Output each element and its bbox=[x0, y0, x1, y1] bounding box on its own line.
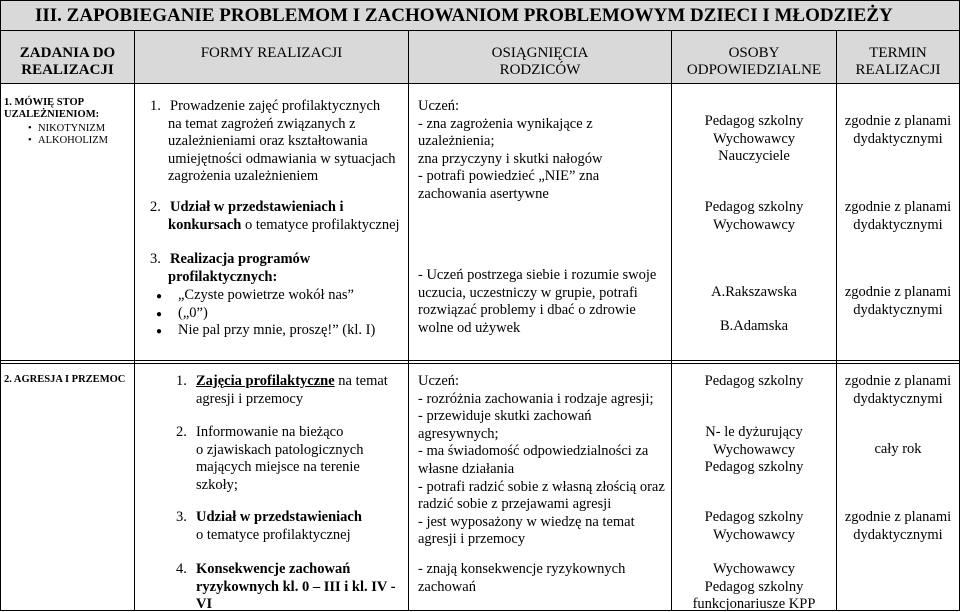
header-achievements: OSIĄGNIĘCIA RODZICÓW bbox=[491, 45, 589, 78]
row-divider-sections bbox=[0, 360, 960, 361]
table-border-left bbox=[0, 31, 1, 611]
section2-responsible-4: Wychowawcy Pedagog szkolny funkcjonariusze KPP bbox=[692, 561, 816, 612]
section1-responsible-2: Pedagog szkolny Wychowawcy bbox=[704, 199, 804, 233]
program-item-1: ● „Czyste powietrze wokół nas” bbox=[150, 287, 408, 305]
section1-achievements-1: Uczeń: - zna zagrożenia wynikające z uzależnienia; zna przyczyny i skutki nałogów - potrafi powiedzieć „NIE” zna zachowania asertywne bbox=[418, 98, 603, 202]
section2-form1: 1. Zajęcia profilaktyczne na temat agresji i przemocy bbox=[176, 373, 388, 407]
task-item-alkoholizm: • ALKOHOLIZM bbox=[28, 135, 132, 147]
section2-responsible-2: N- le dyżurujący Wychowawcy Pedagog szkolny bbox=[704, 424, 804, 476]
section1-task: 1. MÓWIĘ STOP UZALEŻNIENIOM: • NIKOTYNIZM • ALKOHOLIZM bbox=[4, 97, 132, 147]
section2-deadline-2: cały rok bbox=[874, 441, 922, 457]
col-divider-1 bbox=[134, 31, 135, 611]
section2-achievements: Uczeń: - rozróżnia zachowania i rodzaje agresji; - przewiduje skutki zachowań agresywnych; - ma świadomość odpowiedzialności za własne działania - potrafi radzić sobie z własną złością oraz radzić sobie z przejawami agresji - jest wyposażony w wiedzę na temat agresji i przemocy bbox=[418, 373, 665, 548]
row-divider-sections-b bbox=[0, 363, 960, 364]
section2-task: 2. AGRESJA I PRZEMOC bbox=[4, 374, 126, 385]
section2-achievements-4: - znają konsekwencje ryzykownych zachowań bbox=[418, 561, 626, 595]
section1-deadline-2: zgodnie z planami dydaktycznymi bbox=[844, 199, 952, 233]
section1-responsible-3a: A.Rakszawska bbox=[711, 284, 797, 300]
section2-form3: 3. Udział w przedstawieniach o tematyce profilaktycznej bbox=[176, 509, 362, 543]
col-divider-2 bbox=[408, 31, 409, 611]
section2-deadline-3: zgodnie z planami dydaktycznymi bbox=[844, 509, 952, 543]
section1-form1: 1. Prowadzenie zajęć profilaktycznych na temat zagrożeń związanych z uzależnieniami oraz kształtowania umiejętności odmawiania w sytuacjach zagrożenia uzależnieniem bbox=[150, 98, 396, 185]
row-divider-header bbox=[0, 83, 960, 84]
section1-form2: 2. Udział w przedstawieniach i konkursach o tematyce profilaktycznej bbox=[150, 199, 400, 233]
section2-responsible-1: Pedagog szkolny bbox=[704, 373, 804, 389]
section2-form4: 4. Konsekwencje zachowań ryzykownych kl. 0 – III i kl. IV - VI bbox=[176, 561, 396, 612]
program-item-2: ● („0”) bbox=[150, 305, 408, 323]
program-item-3: ● Nie pal przy mnie, proszę!” (kl. I) bbox=[150, 322, 408, 340]
section1-achievements-3: - Uczeń postrzega siebie i rozumie swoje uczucia, uczestniczy w grupie, potrafi rozwiązać problemy i dbać o zdrowie wolne od używek bbox=[418, 267, 657, 336]
section1-responsible-1: Pedagog szkolny Wychowawcy Nauczyciele bbox=[704, 113, 804, 165]
header-tasks: ZADANIA DO REALIZACJI bbox=[19, 45, 116, 78]
page-title: III. ZAPOBIEGANIE PROBLEMOM I ZACHOWANIOM PROBLEMOWYM DZIECI I MŁODZIEŻY bbox=[0, 0, 960, 31]
header-forms: FORMY REALIZACJI bbox=[200, 45, 343, 61]
section1-deadline-1: zgodnie z planami dydaktycznymi bbox=[844, 113, 952, 147]
section1-deadline-3: zgodnie z planami dydaktycznymi bbox=[844, 284, 952, 318]
section2-responsible-3: Pedagog szkolny Wychowawcy bbox=[704, 509, 804, 543]
section1-responsible-3b: B.Adamska bbox=[719, 318, 789, 334]
header-deadline: TERMIN REALIZACJI bbox=[855, 45, 941, 78]
section1-form3: 3. Realizacja programów profilaktycznych: ● „Czyste powietrze wokół nas” ● („0”) ● Nie pal przy mnie, proszę!” (kl. I) bbox=[150, 251, 408, 340]
task-item-nikotynizm: • NIKOTYNIZM bbox=[28, 123, 132, 135]
header-responsible: OSOBY ODPOWIEDZIALNE bbox=[686, 45, 822, 78]
section2-form2: 2. Informowanie na bieżąco o zjawiskach patologicznych mających miejsce na terenie szkoły; bbox=[176, 424, 364, 493]
section2-deadline-1: zgodnie z planami dydaktycznymi bbox=[844, 373, 952, 407]
